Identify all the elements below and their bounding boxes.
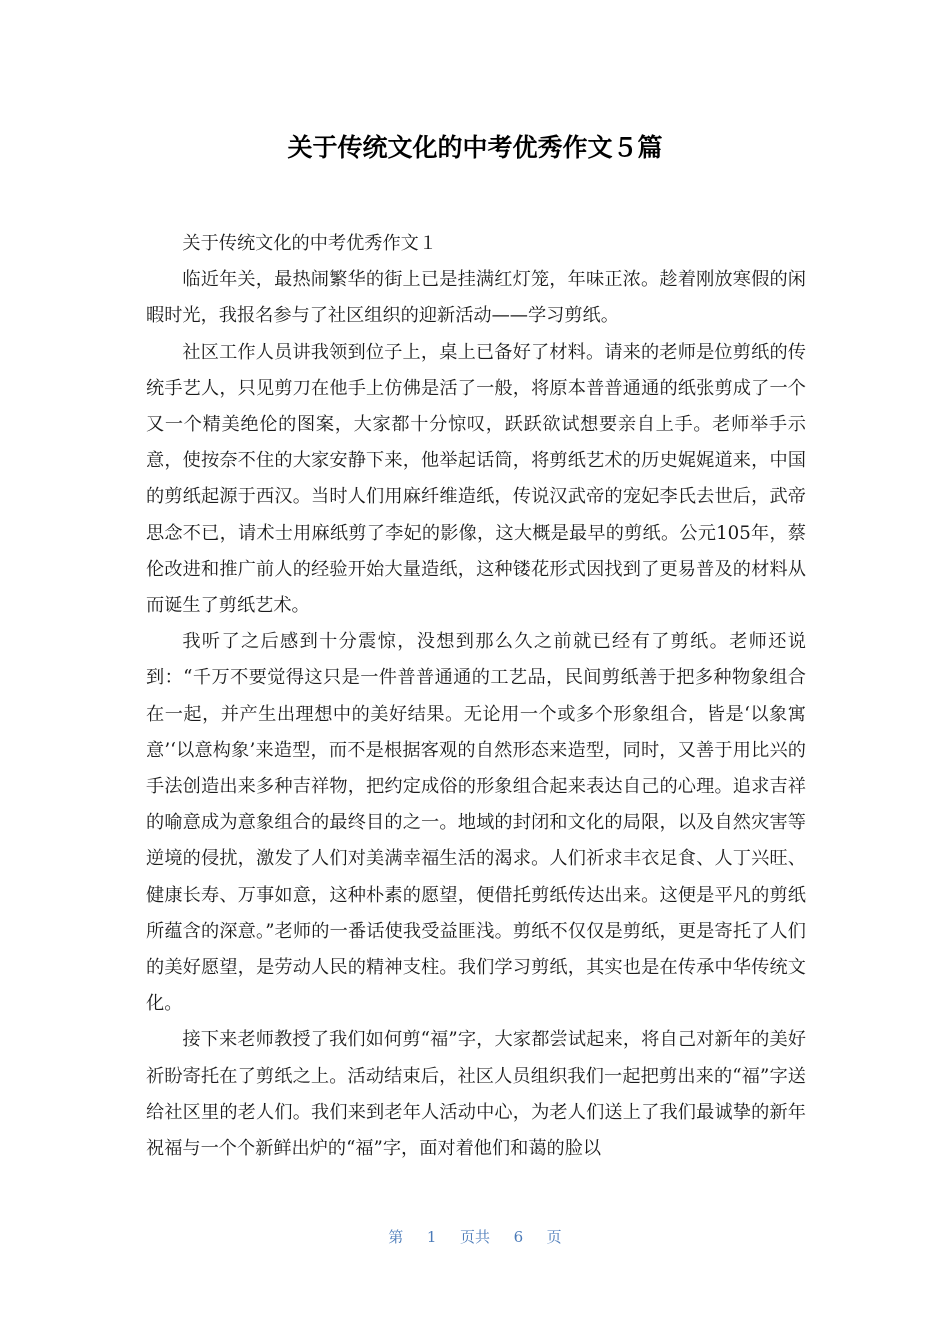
paragraph: 临近年关，最热闹繁华的街上已是挂满红灯笼，年味正浓。趁着刚放寒假的闲暇时光，我报名参与了社区组织的迎新活动——学习剪纸。 (146, 269, 806, 327)
paragraph-heading: 关于传统文化的中考优秀作文１ (182, 233, 438, 254)
paragraph: 接下来老师教授了我们如何剪“福”字，大家都尝试起来，将自己对新年的美好祈盼寄托在了剪纸之上。活动结束后，社区人员组织我们一起把剪出来的“福”字送给社区里的老人们。我们来到老年人活动中心，为老人们送上了我们最诚挚的新年祝福与一个个新鲜出炉的“福”字，面对着他们和蔼的脸以 (146, 1029, 806, 1160)
document-title: 关于传统文化的中考优秀作文５篇 (287, 133, 663, 162)
footer-label-pages: 页 (546, 1228, 562, 1246)
footer-total-pages: 6 (513, 1228, 524, 1246)
footer-label-of: 页共 (459, 1228, 490, 1246)
document-body (146, 226, 806, 1167)
paragraph: 社区工作人员讲我领到位子上，桌上已备好了材料。请来的老师是位剪纸的传统手艺人，只见剪刀在他手上仿佛是活了一般，将原本普普通通的纸张剪成了一个又一个精美绝伦的图案，大家都十分惊叹，跃跃欲试想要亲自上手。老师举手示意，使按奈不住的大家安静下来，他举起话筒，将剪纸艺术的历史娓娓道来，中国的剪纸起源于西汉。当时人们用麻纤维造纸，传说汉武帝的宠妃李氏去世后，武帝思念不已，请术士用麻纸剪了李妃的影像，这大概是最早的剪纸。公元105年，蔡伦改进和推广前人的经验开始大量造纸，这种镂花形式因找到了更易普及的材料从而诞生了剪纸艺术。 (146, 341, 806, 617)
footer-label-page: 第 (388, 1228, 404, 1246)
page-footer (0, 1226, 950, 1248)
paragraph: 我听了之后感到十分震惊，没想到那么久之前就已经有了剪纸。老师还说到：“千万不要觉得这只是一件普普通通的工艺品，民间剪纸善于把多种物象组合在一起，并产生出理想中的美好结果。无论用一个或多个形象组合，皆是‘以象寓意’‘以意构象’来造型，而不是根据客观的自然形态来造型，同时，又善于用比兴的手法创造出来多种吉祥物，把约定成俗的形象组合起来表达自己的心理。追求吉祥的喻意成为意象组合的最终目的之一。地域的封闭和文化的局限，以及自然灾害等逆境的侵扰，激发了人们对美满幸福生活的渴求。人们祈求丰衣足食、人丁兴旺、健康长寿、万事如意，这种朴素的愿望，便借托剪纸传达出来。这便是平凡的剪纸所蕴含的深意。”老师的一番话使我受益匪浅。剪纸不仅仅是剪纸，更是寄托了人们的美好愿望，是劳动人民的精神支柱。我们学习剪纸，其实也是在传承中华传统文化。 (146, 631, 806, 1015)
footer-page-number: 1 (426, 1228, 437, 1246)
